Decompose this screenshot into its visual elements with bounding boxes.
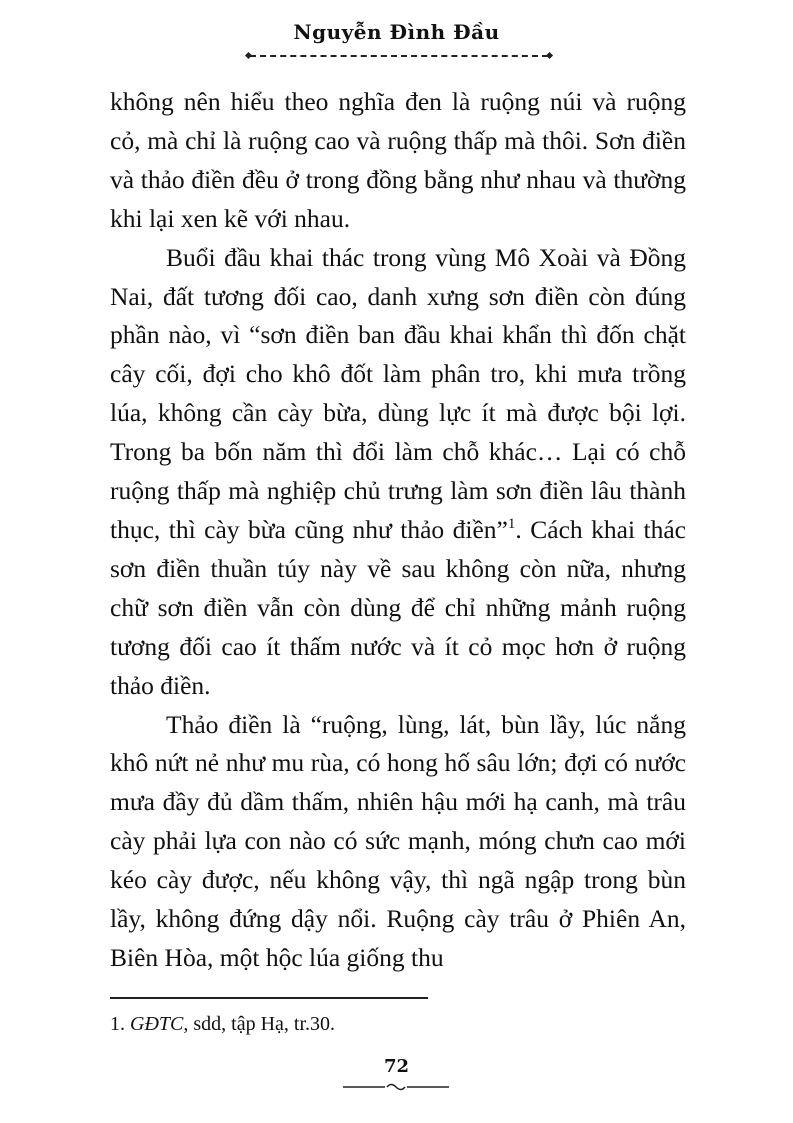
header-ornament-rule (250, 55, 548, 57)
footnote-number: 1. (110, 1013, 125, 1035)
body-text (110, 83, 686, 978)
paragraph-2-tail: . Cách khai thác sơn điền thuần túy này về sau không còn nữa, nhưng chữ sơn điền vẫn còn dùng để chỉ những mảnh ruộng tương đối cao ít thấm nước và ít cỏ mọc hơn ở ruộng thảo điền. (110, 514, 686, 700)
footnote-citation: sdd, tập Hạ, tr.30. (188, 1013, 336, 1035)
paragraph-2 (110, 239, 686, 706)
page-number-ornament (343, 1082, 449, 1092)
paragraph-2-text: Buổi đầu khai thác trong vùng Mô Xoài và Đồng Nai, đất tương đối cao, danh xưng sơn điền còn đúng phần nào, vì “sơn điền ban đầu khai khẩn thì đốn chặt cây cối, đợi cho khô đốt làm phân tro, khi mưa trồng lúa, không cần cày bừa, dùng lực ít mà được bội lợi. Trong ba bốn năm thì đổi làm chỗ khác… Lại có chỗ ruộng thấp mà nghiệp chủ trưng làm sơn điền lâu thành thục, thì cày bừa cũng như thảo điền” (110, 242, 686, 544)
footnote (110, 1012, 686, 1036)
footnote-separator (110, 997, 428, 999)
footnote-source-abbr: GĐTC, (130, 1013, 189, 1035)
paragraph-1: không nên hiểu theo nghĩa đen là ruộng núi và ruộng cỏ, mà chỉ là ruộng cao và ruộng thấp mà thôi. Sơn điền và thảo điền đều ở trong đồng bằng như nhau và thường khi lại xen kẽ với nhau. (110, 87, 686, 233)
running-header: Nguyễn Đình Đầu (293, 20, 500, 44)
footnote-ref: 1 (507, 515, 516, 532)
page-number: 72 (383, 1056, 410, 1077)
paragraph-3: Thảo điền là “ruộng, lùng, lát, bùn lầy, lúc nắng khô nứt nẻ như mu rùa, có hong hố sâu lớn; đợi có nước mưa đầy đủ dầm thấm, nhiên hậu mới hạ canh, mà trâu cày phải lựa con nào có sức mạnh, móng chưn cao mới kéo cày được, nếu không vậy, thì ngã ngập trong bùn lầy, không đứng dậy nổi. Ruộng cày trâu ở Phiên An, Biên Hòa, một hộc lúa giống thu (110, 709, 686, 972)
